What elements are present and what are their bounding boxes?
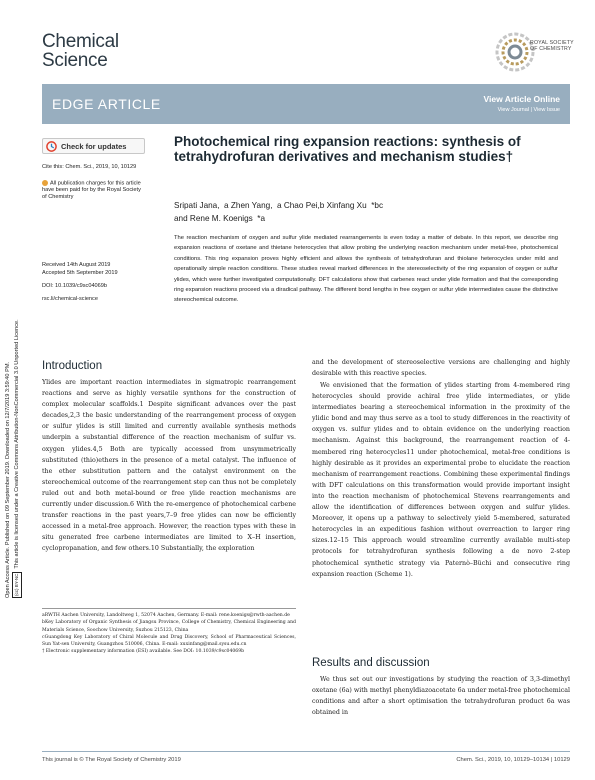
- check-for-updates-button[interactable]: [42, 138, 145, 154]
- footnote-esi: † Electronic supplementary information (ESI) available. See DOI: 10.1039/c9sc04069b: [42, 649, 245, 655]
- footnote-a: aRWTH Aachen University, Landoltweg 1, 52074 Aachen, Germany. E-mail: rene.koenigs@rwth-aachen.de: [42, 613, 290, 618]
- article-banner: [42, 84, 570, 124]
- journal-name-line1: Chemical: [42, 31, 119, 52]
- licence-text: This article is licensed under a Creative Commons Attribution-NonCommercial 3.0 Unported Licence.: [14, 319, 20, 569]
- open-access-notice: [4, 98, 28, 598]
- article-type: EDGE ARTICLE: [52, 96, 161, 112]
- rsc-line1: ROYAL SOCIETY: [530, 40, 574, 46]
- footnote-divider: [42, 608, 296, 609]
- page-citation-footer: Chem. Sci., 2019, 10, 10129–10134 | 10129: [456, 757, 570, 763]
- introduction-paragraph: Ylides are important reaction intermediates in sigmatropic rearrangement reactions and serve as highly versatile synthons for the construction of complex molecular scaffolds.1 Despite significant advances over the past decades,2,3 the basic understanding of the rearrangement process of oxygen or sulfur ylides is still limited and currently available synthesis methods underpin a substantial difference of the reaction mechanism of sulfur vs. oxygen ylides.4,5 Both are typically accessed from unsymmetrically substituted (thio)ethers in the presence of a metal catalyst. The influence of the ether substitution pattern and the catalyst environment on the stereochemical outcome of the rearrangement step can thus not be completely ruled out and both metal-bound or free ylide reaction mechanisms are currently under discussion.6 With the re-emergence of photochemical carbene transfer reactions in the past years,7–9 free ylides can now be efficiently accessed in a metal-free approach. However, the reaction types with these in situ generated free carbene intermediates are limited to X–H insertion, cyclopropanation, and few others.10 Substantially, the exploration: [42, 379, 296, 553]
- view-article-online-link[interactable]: View Article Online: [483, 94, 560, 104]
- results-paragraph: We thus set out our investigations by studying the reaction of 3,3-dimethyl oxetane (6a) with methyl phenyldiazoacetate 6a under metal-free photochemical conditions and after a short optimisation the tetrahydrofuran product 6a was obtained in: [312, 676, 570, 717]
- open-access-icon: [42, 180, 48, 186]
- footnotes: [42, 612, 296, 656]
- refresh-icon: [46, 141, 57, 152]
- introduction-heading: Introduction: [42, 360, 103, 372]
- journal-name-line2: Science: [42, 50, 108, 71]
- copyright-footer: This journal is © The Royal Society of Chemistry 2019: [42, 757, 181, 763]
- citation: Cite this: Chem. Sci., 2019, 10, 10129: [42, 164, 137, 170]
- footnote-c: cGuangdong Key Laboratory of Chiral Molecule and Drug Discovery, School of Pharmaceutical Sciences, Sun Yat-sen University, Guangzhou 510006, China. E-mail: xuxinfang@mail.sysu.edu.cn: [42, 634, 296, 648]
- results-heading: Results and discussion: [312, 657, 430, 669]
- doi-link[interactable]: DOI: 10.1039/c9sc04069b: [42, 283, 107, 289]
- cc-licence-icon: (cc) BY-NC: [12, 572, 22, 598]
- rsc-logo-icon: [493, 22, 561, 82]
- authors-line2: and Rene M. Koenigs *a: [174, 214, 266, 223]
- abstract: The reaction mechanism of oxygen and sulfur ylide mediated rearrangements is even today a matter of debate. In this report, we describe ring expansion reactions of oxetane and thietane heterocycles that allow probing the underlying reaction mechanism under metal-free, photochemical conditions. This ring expansion proves highly efficient and allows the synthesis of tetrahydrofuran and thiolane heterocycles under mild and operationally simple reaction conditions. These studies reveal marked differences in the stereoselectivity of the ring expansion of oxygen or sulfur ylides, which were further investigated computationally. DFT calculations show that carbenes react under ylide formation and that the corresponding ring expansion reactions proceed via a diradical pathway. The different bond lengths in free oxygen or sulfur ylide intermediates cause the distinctive stereochemical outcome.: [174, 235, 558, 304]
- article-title: Photochemical ring expansion reactions: synthesis of tetrahydrofuran derivatives and mechanism studies†: [174, 134, 521, 164]
- journal-site-link[interactable]: rsc.li/chemical-science: [42, 296, 98, 302]
- charges-note: [42, 180, 142, 201]
- open-access-line: Open Access Article. Published on 09 September 2019. Downloaded on 12/7/2019 3:59:40 PM.: [5, 361, 11, 598]
- rsc-wordmark: [530, 40, 574, 52]
- received-date: Received 14th August 2019: [42, 262, 111, 268]
- author-list: [174, 199, 554, 225]
- journal-name: [42, 32, 119, 70]
- accepted-date: Accepted 5th September 2019: [42, 270, 118, 276]
- authors-line1: Sripati Jana, a Zhen Yang, a Chao Pei,b Xinfang Xu *bc: [174, 201, 384, 210]
- right-column-paragraph-1: and the development of stereoselective versions are challenging and highly desirable with this reactive species.: [312, 359, 570, 378]
- footer-divider: [42, 751, 570, 752]
- check-for-updates-label: Check for updates: [61, 142, 127, 151]
- licence-line: [12, 98, 22, 598]
- rsc-line2: OF CHEMISTRY: [530, 46, 572, 52]
- charges-text: All publication charges for this article have been paid for by the Royal Society of Chemistry: [42, 180, 141, 201]
- footnote-b: bKey Laboratory of Organic Synthesis of Jiangsu Province, College of Chemistry, Chemical Engineering and Materials Science, Soochow University, Suzhou 215123, China: [42, 620, 296, 633]
- view-journal-issue-links[interactable]: View Journal | View Issue: [497, 107, 560, 113]
- right-column-paragraph-2: We envisioned that the formation of ylides starting from 4-membered ring heterocycles should provide achiral free ylide intermediates, or ylide intermediates bearing a stereochemical information in the proximity of the ylidic bond and may thus serve as a tool to study differences in the reactivity of oxygen vs. sulfur ylides and to obtain evidence on the underlying reaction mechanism. Against this background, the rearrangement reaction of 4-membered ring heterocycles11 under photochemical, metal-free conditions is highly desirable as it provides an experimental probe to elucidate the reaction mechanism of rearrangement reactions. Combining these experimental findings with DFT calculations on this transformation would provide important insight into the reaction mechanism of photochemical Stevens rearrangements and allow the identification of differences between oxygen and sulfur ylides. Moreover, it opens up a pathway to selectively yield 5-membered, saturated heterocycles in an expeditious fashion without overreaction to larger ring sizes.12–15 This approach would streamline currently available multi-step protocols for tetrahydrofuran synthesis following a de novo 2-step photochemical synthetic strategy via Paternò–Büchi and consecutive ring expansion reaction (Scheme 1).: [312, 382, 570, 578]
